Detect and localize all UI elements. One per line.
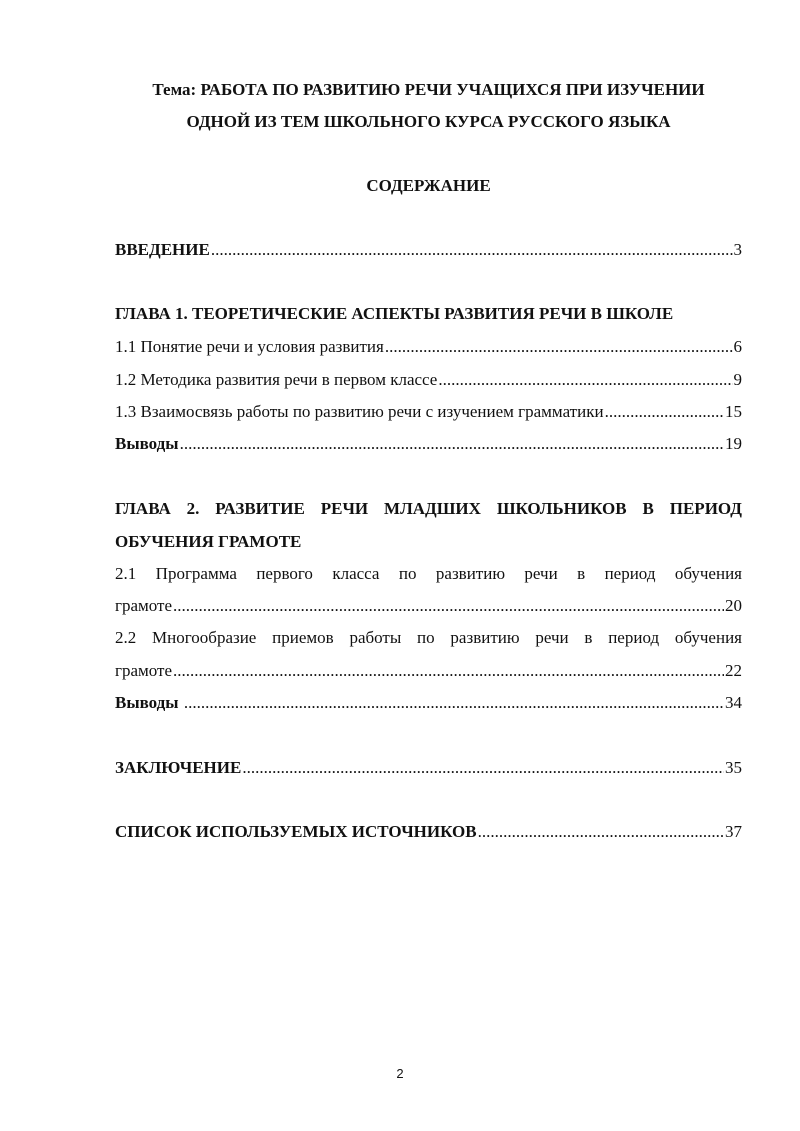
toc-entry-chapter-2-conclusions[interactable] bbox=[115, 687, 742, 719]
toc-leader bbox=[173, 655, 724, 687]
toc-entry-2-2[interactable] bbox=[115, 655, 742, 687]
toc-entry-2-1[interactable] bbox=[115, 590, 742, 622]
document-page bbox=[115, 0, 742, 1131]
toc-page-number: 35 bbox=[725, 758, 742, 777]
toc-page-number: 37 bbox=[725, 822, 742, 841]
toc-label: Выводы bbox=[115, 693, 183, 712]
toc-page-number: 3 bbox=[733, 240, 742, 259]
toc-page-number: 9 bbox=[733, 370, 742, 389]
toc-entry-sources[interactable] bbox=[115, 816, 742, 848]
toc-entry-1-2[interactable] bbox=[115, 364, 742, 396]
contents-heading: СОДЕРЖАНИЕ bbox=[366, 176, 491, 195]
toc-label: 1.1 Понятие речи и условия развития bbox=[115, 337, 384, 356]
toc-page-number: 20 bbox=[725, 596, 742, 615]
toc-leader bbox=[385, 331, 733, 363]
toc-label: грамоте bbox=[115, 661, 173, 680]
toc-label: 1.2 Методика развития речи в первом классе bbox=[115, 370, 438, 389]
document-title bbox=[105, 74, 752, 138]
toc-page-number: 19 bbox=[725, 434, 742, 453]
toc-entry-introduction[interactable] bbox=[115, 234, 742, 266]
toc-chapter-2-heading-line-1[interactable]: ГЛАВА 2. РАЗВИТИЕ РЕЧИ МЛАДШИХ ШКОЛЬНИКОВ В ПЕРИОД bbox=[115, 499, 742, 518]
title-line-1: Тема: РАБОТА ПО РАЗВИТИЮ РЕЧИ УЧАЩИХСЯ ПРИ ИЗУЧЕНИИ bbox=[152, 80, 705, 99]
toc-leader bbox=[180, 428, 724, 460]
toc-label: 1.3 Взаимосвязь работы по развитию речи с изучением грамматики bbox=[115, 402, 604, 421]
title-line-2: ОДНОЙ ИЗ ТЕМ ШКОЛЬНОГО КУРСА РУССКОГО ЯЗЫКА bbox=[186, 112, 671, 131]
toc-leader bbox=[478, 816, 724, 848]
toc-entry-1-3[interactable] bbox=[115, 396, 742, 428]
toc-leader bbox=[211, 234, 733, 266]
page-number: 2 bbox=[396, 1066, 404, 1081]
toc-chapter-2-heading-line-2[interactable]: ОБУЧЕНИЯ ГРАМОТЕ bbox=[115, 532, 302, 551]
toc-label: Выводы bbox=[115, 434, 179, 453]
toc-leader bbox=[184, 687, 724, 719]
toc-chapter-1-heading[interactable]: ГЛАВА 1. ТЕОРЕТИЧЕСКИЕ АСПЕКТЫ РАЗВИТИЯ РЕЧИ В ШКОЛЕ bbox=[115, 304, 674, 323]
toc-leader bbox=[438, 364, 732, 396]
toc-label: СПИСОК ИСПОЛЬЗУЕМЫХ ИСТОЧНИКОВ bbox=[115, 822, 477, 841]
toc-page-number: 6 bbox=[733, 337, 742, 356]
toc-leader bbox=[242, 752, 724, 784]
toc-page-number: 34 bbox=[725, 693, 742, 712]
toc-leader bbox=[605, 396, 724, 428]
toc-entry-2-1-line-1[interactable]: 2.1 Программа первого класса по развитию речи в период обучения bbox=[115, 564, 742, 583]
toc-leader bbox=[173, 590, 724, 622]
toc-label: грамоте bbox=[115, 596, 173, 615]
toc-label: ЗАКЛЮЧЕНИЕ bbox=[115, 758, 242, 777]
toc-entry-2-2-line-1[interactable]: 2.2 Многообразие приемов работы по развитию речи в период обучения bbox=[115, 628, 742, 647]
toc-entry-1-1[interactable] bbox=[115, 331, 742, 363]
toc-page-number: 22 bbox=[725, 661, 742, 680]
toc-page-number: 15 bbox=[725, 402, 742, 421]
toc-entry-conclusion[interactable] bbox=[115, 752, 742, 784]
toc-entry-chapter-1-conclusions[interactable] bbox=[115, 428, 742, 460]
toc-label: ВВЕДЕНИЕ bbox=[115, 240, 210, 259]
